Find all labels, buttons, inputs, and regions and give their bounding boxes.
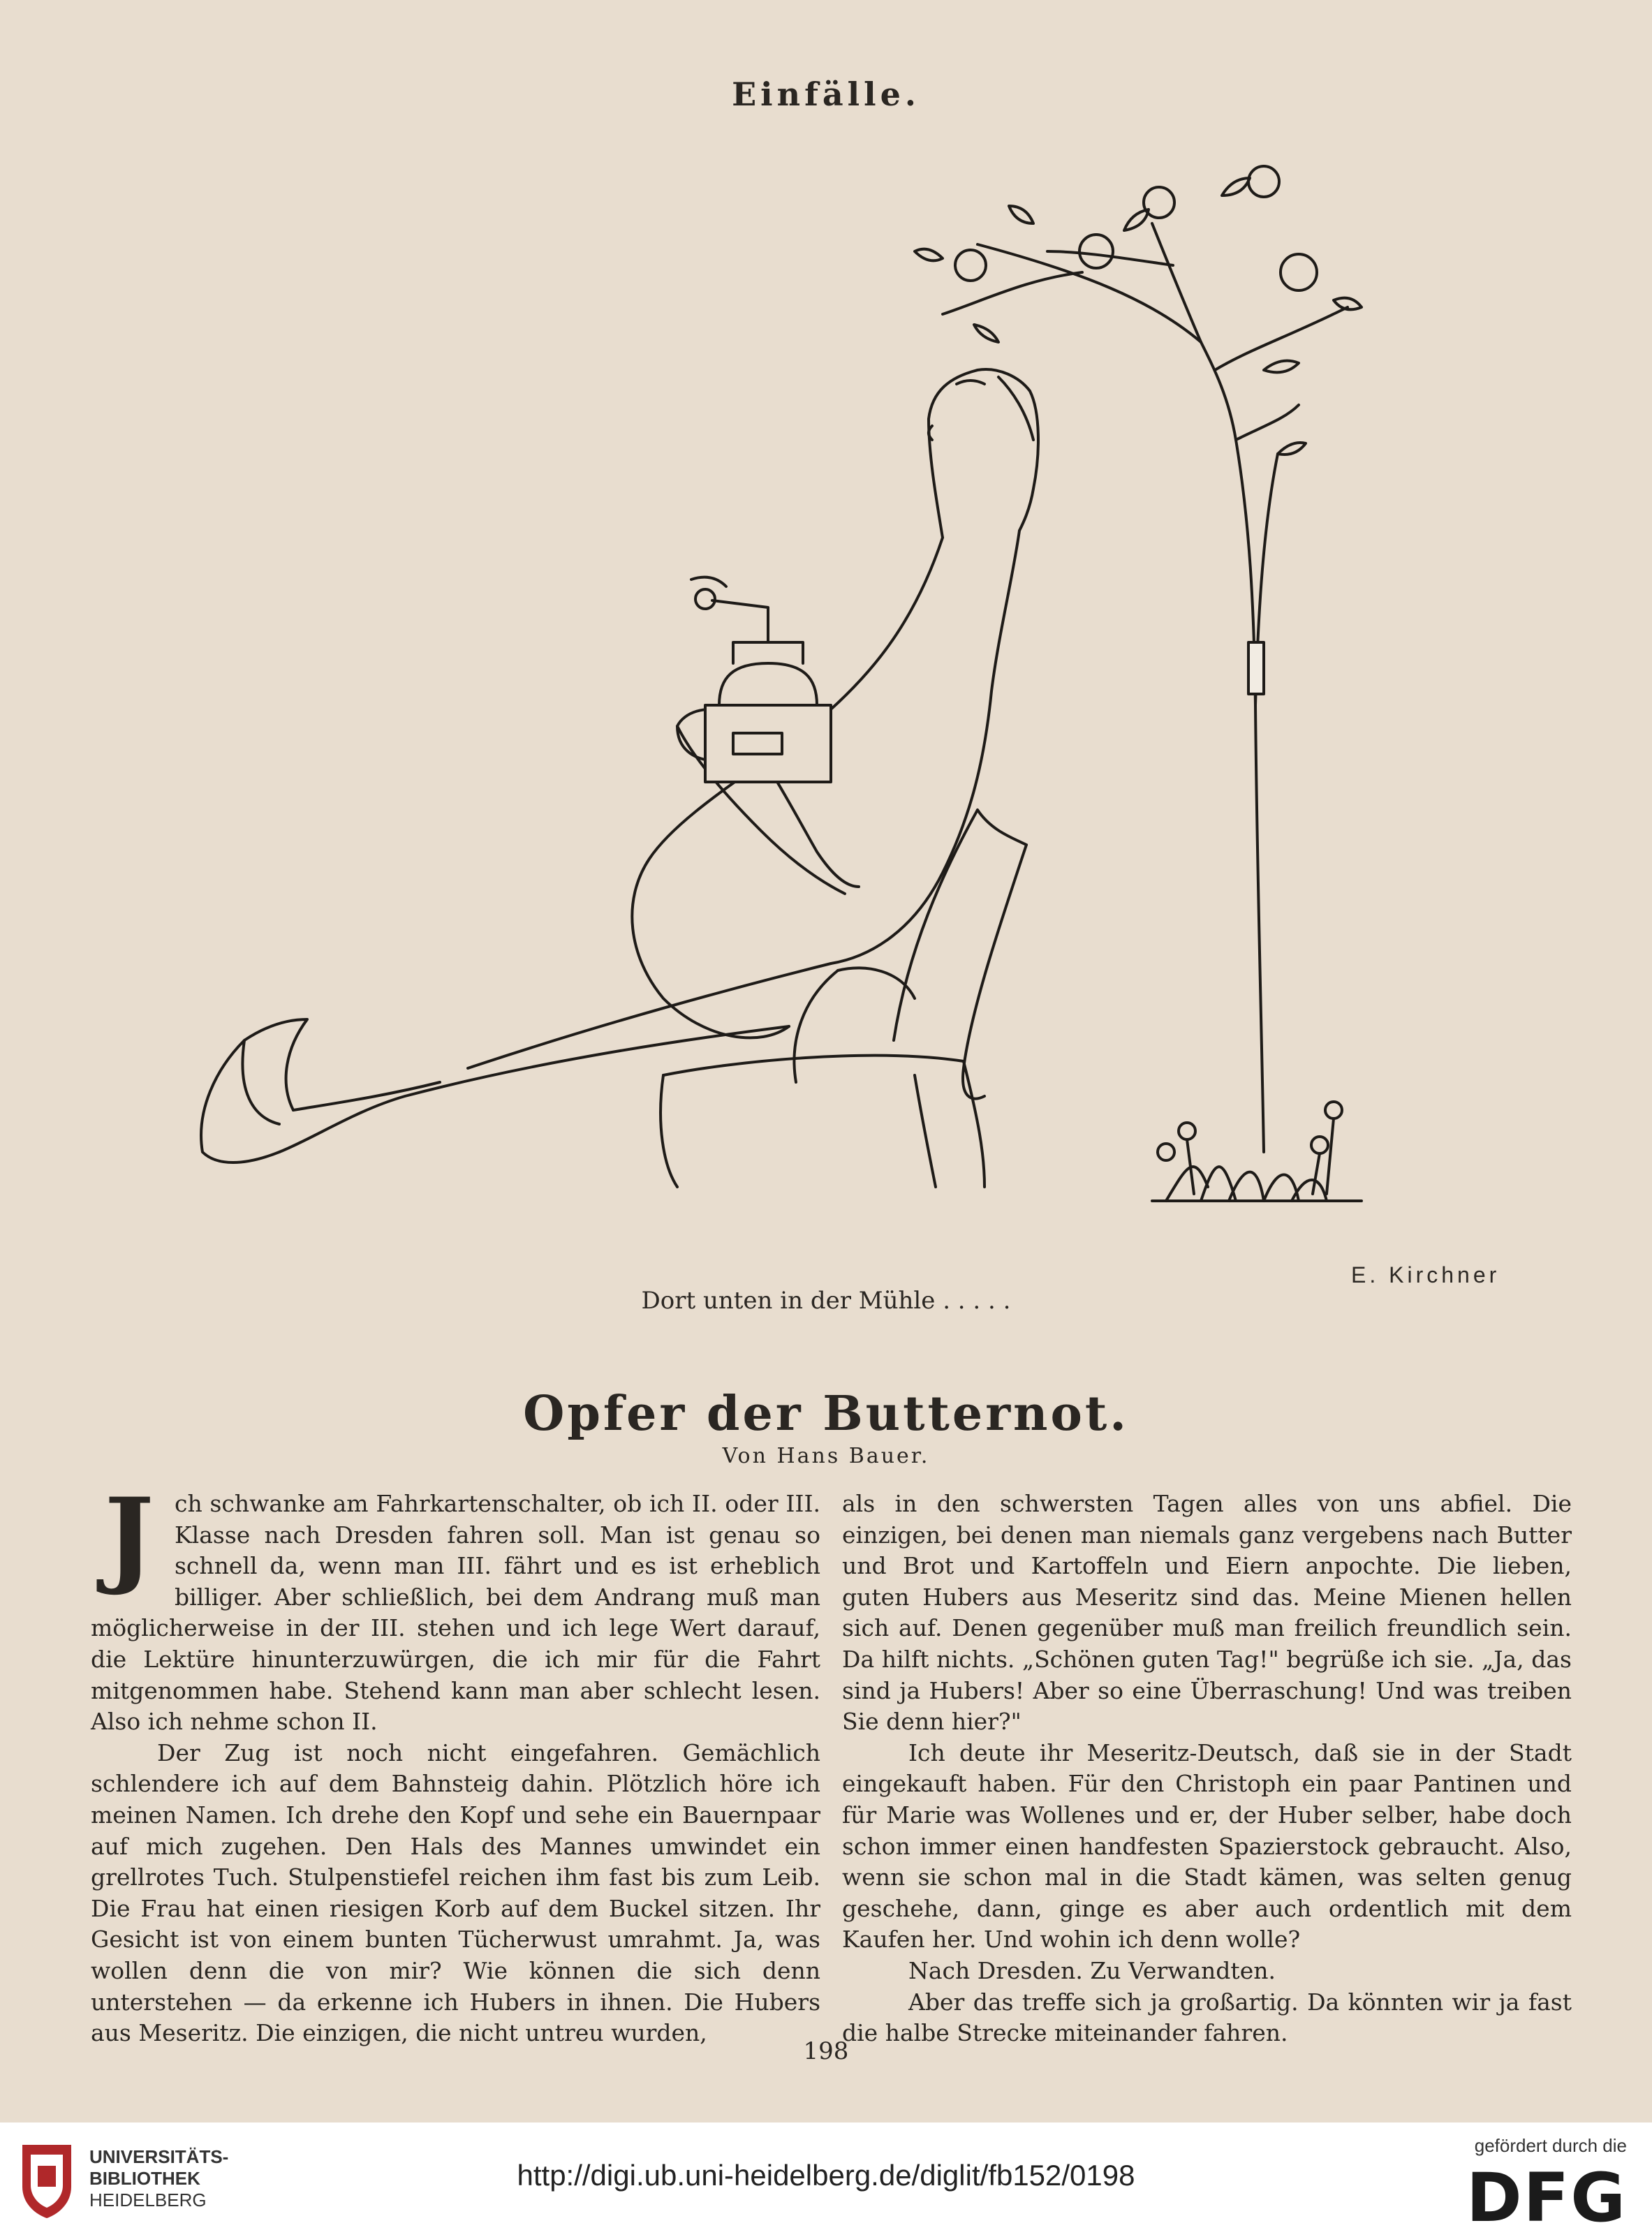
artist-signature: E. Kirchner — [1351, 1262, 1500, 1287]
illustration-caption: Dort unten in der Mühle . . . . . — [641, 1287, 1011, 1315]
permalink-url[interactable]: http://digi.ub.uni-heidelberg.de/diglit/fb152/0198 — [517, 2159, 1135, 2192]
article-column-left — [91, 1475, 820, 2049]
paragraph: Aber das treffe sich ja großartig. Da könnten wir ja fast die halbe Strecke miteinander fahren. — [842, 1988, 1572, 2047]
paragraph: als in den schwersten Tagen alles von uns abfiel. Die einzigen, bei denen man niemals ganz vergebens nach Butter und Brot und Kartoffeln und Eiern anpochte. Die lieben, guten Hubers aus Meseritz sind das. Meine Mienen hellen sich auf. Denen gegenüber muß man freilich freundlich sein. Da hilft nichts. „Schönen guten Tag!" begrüße ich sie. „Ja, das sind ja Hubers! Aber so eine Überraschung! Und was treiben Sie denn hier?" — [842, 1490, 1572, 1736]
paragraph: Ich deute ihr Meseritz-Deutsch, daß sie in der Stadt eingekauft haben. Für den Christoph ein paar Pantinen und für Marie was Wollenes und er, der Huber selber, habe doch schon immer einen handfesten Spazierstock gebraucht. Also, wenn sie schon mal in die Stadt kämen, was selten genug geschehe, dann, ginge es aber auch ordentlich mit dem Kaufen her. Und wohin ich denn wolle? — [842, 1738, 1572, 1954]
article-column-right — [842, 1489, 1572, 2049]
page-header-title: Einfälle. — [732, 75, 920, 113]
article-title: Opfer der Butternot. — [523, 1386, 1129, 1442]
digitization-footer — [0, 2122, 1652, 2237]
article-byline: Von Hans Bauer. — [722, 1444, 930, 1468]
dfg-logo: DFG — [1466, 2159, 1627, 2237]
library-name: UNIVERSITÄTS- BIBLIOTHEK HEIDELBERG — [89, 2146, 229, 2210]
paragraph: Nach Dresden. Zu Verwandten. — [908, 1956, 1276, 1984]
drop-cap: J — [104, 1475, 154, 1598]
funding-note: gefördert durch die — [1474, 2135, 1627, 2156]
drawing-man-with-coffee-mill — [175, 161, 1571, 1278]
paragraph: Jch schwanke am Fahrkartenschalter, ob ich II. oder III. Klasse nach Dresden fahren soll. Man ist genau so schnell da, wenn man III. fährt und es ist erheblich billiger. Aber schließlich, bei dem Andrang muß man möglicherweise in der III. stehen und ich lege Wert darauf, die Lektüre hinunterzuwürgen, die ich mir für die Fahrt mitgenommen habe. Stehend kann man aber schlecht lesen. Also ich nehme schon II. — [91, 1475, 820, 1736]
paragraph: Der Zug ist noch nicht eingefahren. Gemächlich schlendere ich auf dem Bahnsteig dahin. Plötzlich höre ich meinen Namen. Ich drehe den Kopf und sehe ein Bauernpaar auf mich zugehen. Den Hals des Mannes umwindet ein grellrotes Tuch. Stulpenstiefel reichen ihm fast bis zum Leib. Die Frau hat einen riesigen Korb auf dem Buckel sitzen. Ihr Gesicht ist von einem bunten Tücherwust umrahmt. Ja, was wollen denn die von mir? Wie können die sich denn unterstehen — da erkenne ich Hubers in ihnen. Die Hubers aus Meseritz. Die einzigen, die nicht untreu wurden, — [91, 1738, 820, 2047]
page-number: 198 — [803, 2037, 849, 2065]
